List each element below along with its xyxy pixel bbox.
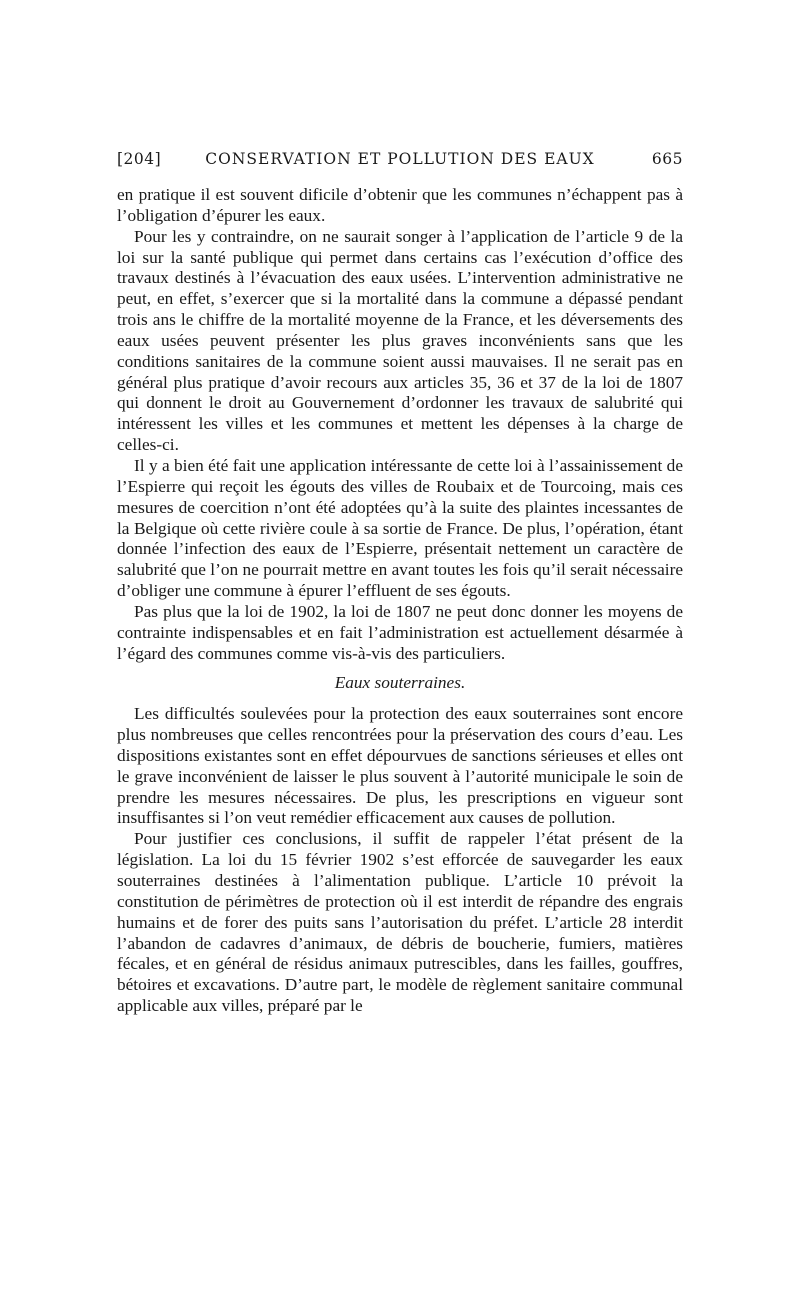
paragraph: Pour justifier ces conclusions, il suffit de rappeler l’état présent de la législation. La loi du 15 février 1902 s’est efforcée de sauvegarder les eaux souterraines destinées à l’alimentation publique. L’article 10 prévoit la constitution de périmètres de protection où il est interdit de répandre des engrais humains et de forer des puits sans l’autorisation du préfet. L’article 28 interdit l’abandon de cadavres d’animaux, de débris de boucherie, fumiers, matières fécales, et en général de résidus animaux putrescibles, dans les failles, gouffres, bétoires et excavations. D’autre part, le modèle de règlement sanitaire communal applicable aux villes, préparé par le xyxy=(117,829,683,1016)
running-header xyxy=(117,150,683,174)
paragraph: Les difficultés soulevées pour la protection des eaux souterraines sont encore plus nombreuses que celles rencontrées pour la préservation des cours d’eau. Les dispositions existantes sont en effet dépourvues de sanctions sérieuses et elles ont le grave inconvénient de laisser le plus souvent à l’autorité municipale le soin de prendre les mesures nécessaires. De plus, les prescriptions en vigueur sont insuffisantes si l’on veut remédier efficacement aux causes de pollution. xyxy=(117,704,683,828)
paragraph: Pas plus que la loi de 1902, la loi de 1807 ne peut donc donner les moyens de contrainte indispensables et en fait l’administration est actuellement désarmée à l’égard des communes comme vis-à-vis des particuliers. xyxy=(117,601,683,663)
paragraph: Pour les y contraindre, on ne saurait songer à l’application de l’article 9 de la loi sur la santé publique qui permet dans certains cas l’exécution d’office des travaux destinés à l’évacuation des eaux usées. L’intervention administrative ne peut, en effet, s’exercer que si la mortalité dans la commune a dépassé pendant trois ans le chiffre de la mortalité moyenne de la France, et les déversements des eaux usées peuvent présenter les plus graves inconvénients sans que les conditions sanitaires de la commune soient aussi mauvaises. Il ne serait pas en général plus pratique d’avoir recours aux articles 35, 36 et 37 de la loi de 1807 qui donnent le droit au Gouvernement d’ordonner les travaux de salubrité qui intéressent les villes et les communes et mettent les dépenses à la charge de celles-ci. xyxy=(117,226,683,455)
section-heading: Eaux souterraines. xyxy=(334,673,466,693)
paragraph: Il y a bien été fait une application intéressante de cette loi à l’assainissement de l’Espierre qui reçoit les égouts des villes de Roubaix et de Tourcoing, mais ces mesures de coercition n’ont été adoptées qu’à la suite des plaintes incessantes de la Belgique où cette rivière coule à sa sortie de France. De plus, l’opération, étant donnée l’infection des eaux de l’Espierre, présentait nettement un caractère de salubrité que l’on ne pourrait mettre en avant toutes les fois qu’il serait nécessaire d’obliger une commune à épurer l’effluent de ses égouts. xyxy=(117,455,683,601)
body-text xyxy=(117,185,683,1017)
page-number: 665 xyxy=(651,150,683,168)
running-title: CONSERVATION ET POLLUTION DES EAUX xyxy=(205,150,595,168)
section-number: [204] xyxy=(117,150,162,168)
paragraph: en pratique il est souvent dificile d’obtenir que les communes n’échappent pas à l’obligation d’épurer les eaux. xyxy=(117,185,683,225)
